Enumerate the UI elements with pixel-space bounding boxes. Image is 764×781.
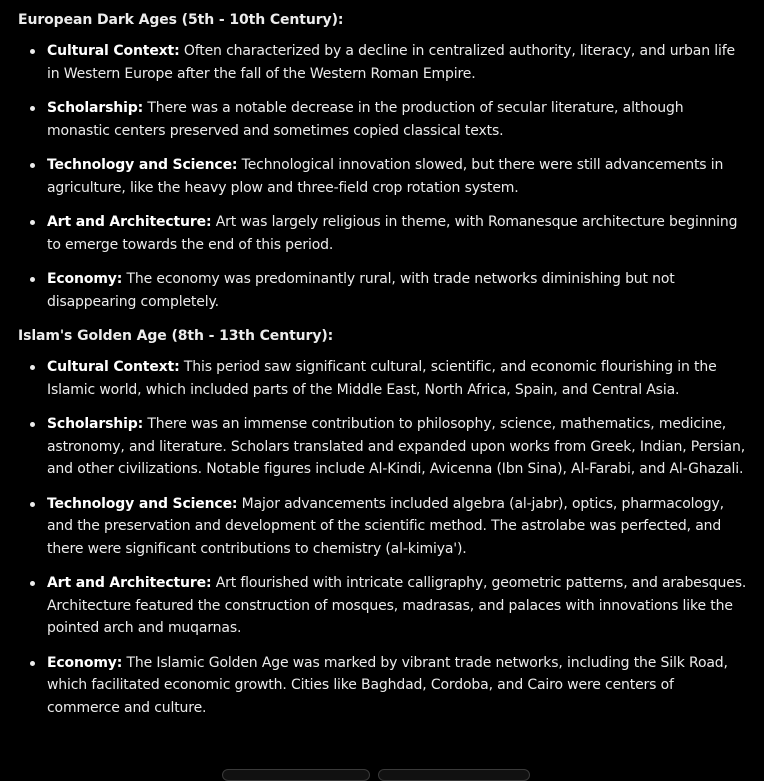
bullet-list xyxy=(18,40,748,313)
list-item xyxy=(18,97,748,142)
list-item xyxy=(18,268,748,313)
bullet-dot-icon xyxy=(30,422,35,427)
section-title: European Dark Ages (5th - 10th Century): xyxy=(18,12,344,28)
item-term: Cultural Context: xyxy=(47,359,180,375)
chat-message-content xyxy=(18,9,748,731)
section-dark-ages xyxy=(18,9,748,313)
bullet-dot-icon xyxy=(30,581,35,586)
item-text: This period saw significant cultural, scientific, and economic flourishing in the Islamic world, which included parts of the Middle East, North Africa, Spain, and Central Asia. xyxy=(47,359,717,398)
action-button[interactable] xyxy=(222,769,370,781)
bullet-dot-icon xyxy=(30,502,35,507)
item-text: Often characterized by a decline in centralized authority, literacy, and urban life in Western Europe after the fall of the Western Roman Empire. xyxy=(47,43,735,82)
bullet-dot-icon xyxy=(30,106,35,111)
bullet-list xyxy=(18,356,748,719)
item-text: Art was largely religious in theme, with Romanesque architecture beginning to emerge towards the end of this period. xyxy=(47,214,738,253)
bullet-dot-icon xyxy=(30,277,35,282)
item-term: Technology and Science: xyxy=(47,157,238,173)
bullet-dot-icon xyxy=(30,365,35,370)
item-text: The Islamic Golden Age was marked by vibrant trade networks, including the Silk Road, which facilitated economic growth. Cities like Baghdad, Cordoba, and Cairo were centers of commerce and culture. xyxy=(47,654,728,716)
item-text: The economy was predominantly rural, with trade networks diminishing but not disappearing completely. xyxy=(47,271,675,310)
list-item xyxy=(18,493,748,561)
list-item xyxy=(18,413,748,481)
list-item xyxy=(18,572,748,640)
list-item xyxy=(18,652,748,720)
item-term: Scholarship: xyxy=(47,100,144,116)
bullet-dot-icon xyxy=(30,661,35,666)
bullet-dot-icon xyxy=(30,49,35,54)
list-item xyxy=(18,40,748,85)
section-golden-age xyxy=(18,325,748,719)
item-term: Cultural Context: xyxy=(47,43,180,59)
item-term: Economy: xyxy=(47,654,123,671)
list-item xyxy=(18,211,748,256)
bullet-dot-icon xyxy=(30,220,35,225)
list-item xyxy=(18,154,748,199)
item-term: Technology and Science: xyxy=(47,495,238,512)
item-text: There was a notable decrease in the production of secular literature, although monastic centers preserved and sometimes copied classical texts. xyxy=(47,100,684,139)
action-button[interactable] xyxy=(378,769,530,781)
section-title: Islam's Golden Age (8th - 13th Century): xyxy=(18,328,334,344)
item-term: Scholarship: xyxy=(47,416,144,432)
item-text: There was an immense contribution to philosophy, science, mathematics, medicine, astronomy, and literature. Scholars translated and expanded upon works from Greek, Indian, Persian, and other civilizations. Notable figures include Al-Kindi, Avicenna (Ibn Sina), Al-Farabi, and Al-Ghazali. xyxy=(47,416,745,477)
list-item xyxy=(18,356,748,401)
item-term: Economy: xyxy=(47,271,123,287)
item-text: Major advancements included algebra (al-jabr), optics, pharmacology, and the preservation and development of the scientific method. The astrolabe was perfected, and there were significant contributions to chemistry (al-kimiya'). xyxy=(47,495,724,557)
item-text: Art flourished with intricate calligraphy, geometric patterns, and arabesques. Architecture featured the construction of mosques, madrasas, and palaces with innovations like the pointed arch and muqarnas. xyxy=(47,575,747,636)
bullet-dot-icon xyxy=(30,163,35,168)
item-term: Art and Architecture: xyxy=(47,575,212,591)
item-term: Art and Architecture: xyxy=(47,214,212,230)
item-text: Technological innovation slowed, but there were still advancements in agriculture, like the heavy plow and three-field crop rotation system. xyxy=(47,157,724,196)
